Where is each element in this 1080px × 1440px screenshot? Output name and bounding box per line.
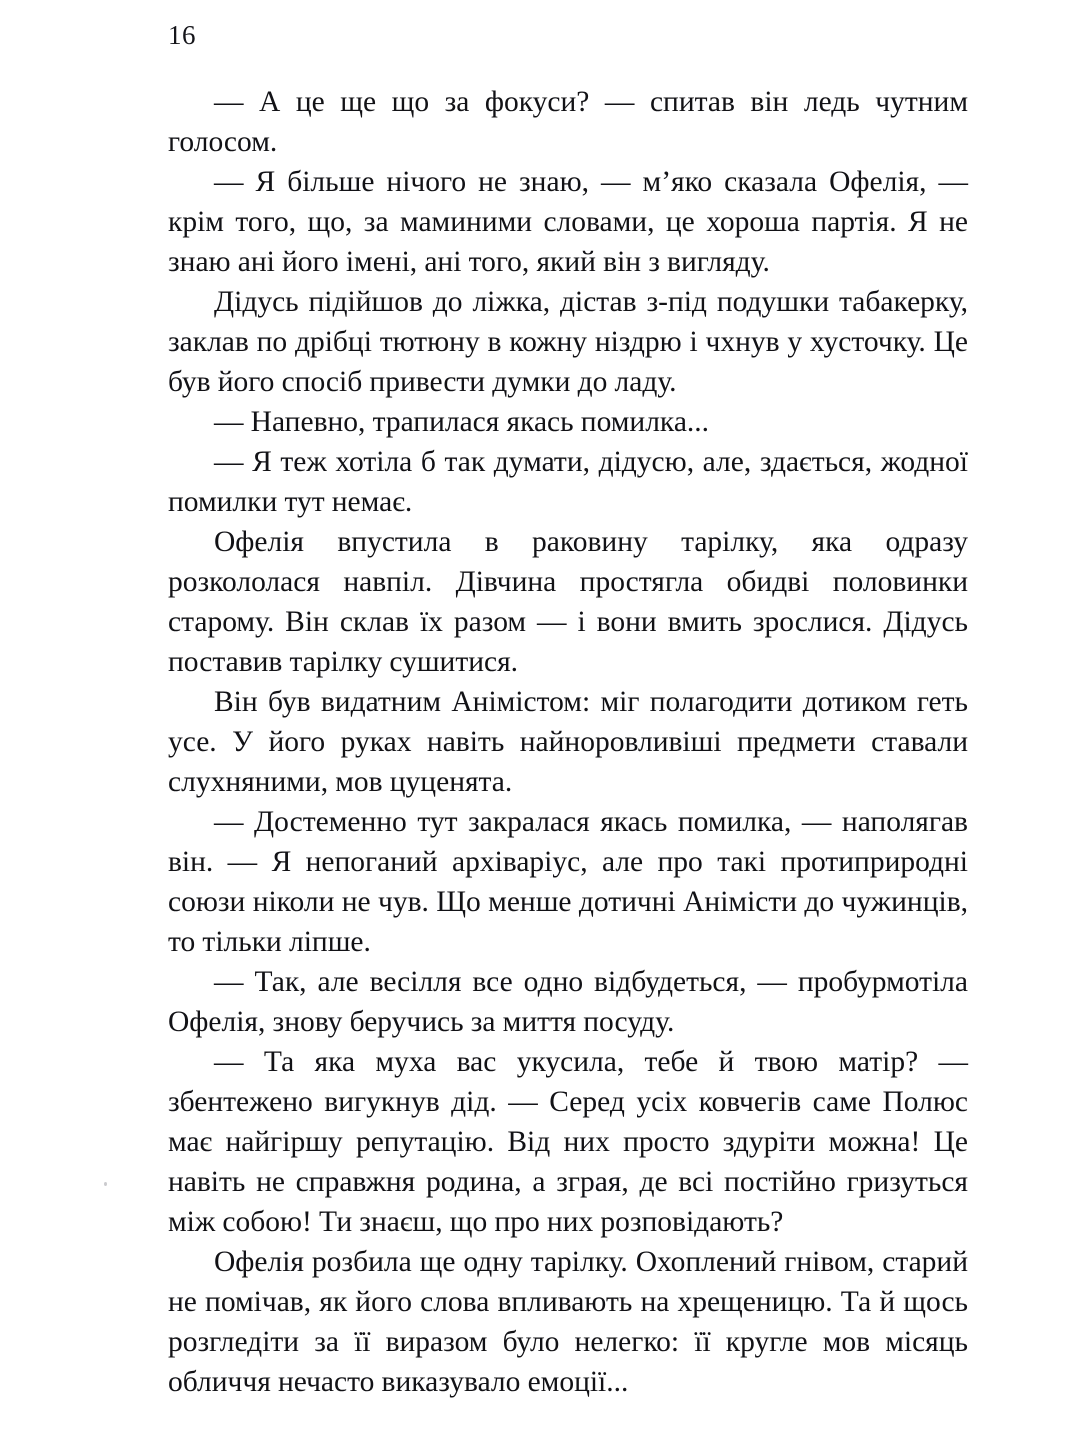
- paragraph: — Я більше нічого не знаю, — м’яко сказала Офелія, — крім того, що, за маминими словами, це хороша партія. Я не знаю ані його імені, ані того, який він з вигляду.: [168, 166, 968, 278]
- paragraph: Офелія впустила в раковину тарілку, яка одразу розкололася навпіл. Дівчина простягла обидві половинки старому. Він склав їх разом — і вони вмить зрослися. Дідусь поставив тарілку сушитися.: [168, 526, 968, 678]
- paragraph: — А це ще що за фокуси? — спитав він ледь чутним голосом.: [168, 86, 968, 158]
- paragraph: — Достеменно тут закралася якась помилка, — наполягав він. — Я непоганий архіваріус, але про такі протиприродні союзи ніколи не чув. Що менше дотичні Анімісти до чужинців, то тільки ліпше.: [168, 806, 968, 958]
- page-number: 16: [168, 20, 196, 50]
- paragraph: — Напевно, трапилася якась помилка...: [214, 406, 710, 438]
- paragraph: Офелія розбила ще одну тарілку. Охоплений гнівом, старий не помічав, як його слова впливають на хрещеницю. Та й щось розгледіти за її виразом було нелегко: її кругле мов місяць обличчя нечасто виказувало емоції...: [168, 1246, 968, 1398]
- paragraph: — Та яка муха вас укусила, тебе й твою матір? — збентежено вигукнув дід. — Серед усіх ковчегів саме Полюс має найгіршу репутацію. Від них просто здуріти можна! Це навіть не справжня родина, а зграя, де всі постійно гризуться між собою! Ти знаєш, що про них розповідають?: [168, 1046, 968, 1238]
- paragraph: — Я теж хотіла б так думати, дідусю, але, здається, жодної помилки тут немає.: [168, 446, 968, 518]
- body-text-block: [168, 82, 968, 1402]
- paragraph: — Так, але весілля все одно відбудеться, — пробурмотіла Офелія, знову беручись за миття посуду.: [168, 966, 968, 1038]
- scan-artifact-speck: [104, 1182, 107, 1186]
- paragraph: Дідусь підійшов до ліжка, дістав з-під подушки табакерку, заклав по дрібці тютюну в кожну ніздрю і чхнув у хусточку. Це був його спосіб привести думки до ладу.: [168, 286, 968, 398]
- paragraph: Він був видатним Анімістом: міг полагодити дотиком геть усе. У його руках навіть найноровливіші предмети ставали слухняними, мов цуценята.: [168, 686, 968, 798]
